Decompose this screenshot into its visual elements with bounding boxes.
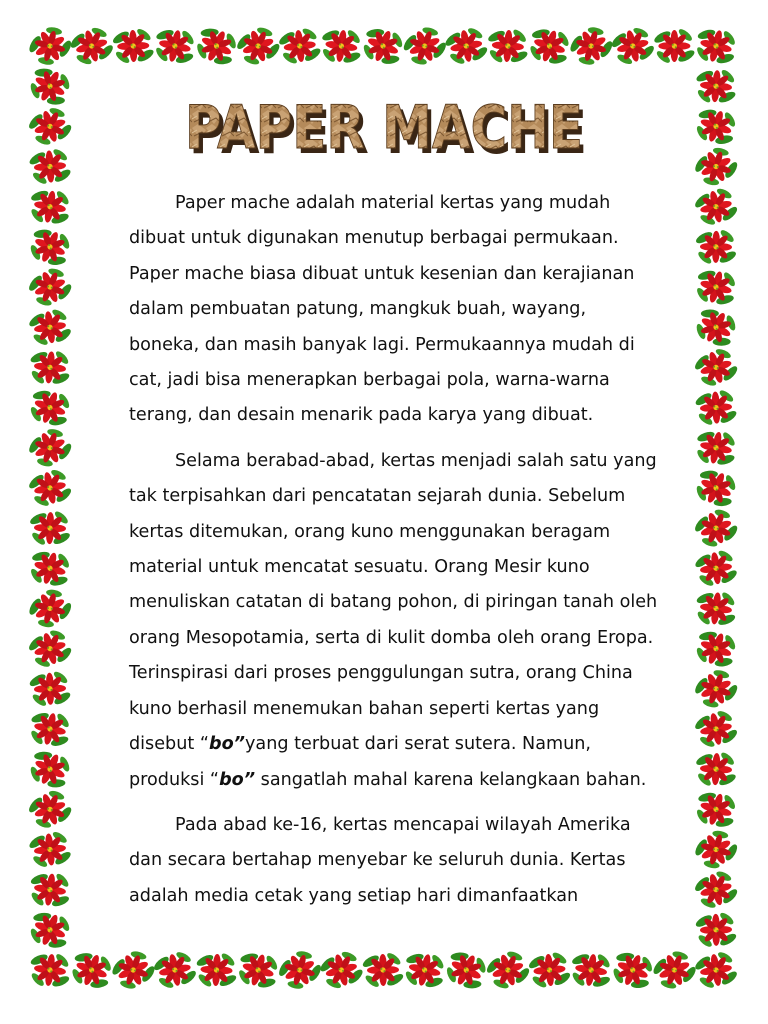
- poinsettia-icon: [26, 828, 73, 870]
- text-segment: sangatlah mahal karena kelangkaan bahan.: [255, 769, 647, 790]
- poinsettia-icon: [694, 911, 738, 949]
- poinsettia-icon: [22, 581, 79, 635]
- poinsettia-icon: [692, 948, 741, 992]
- poinsettia-icon: [692, 587, 740, 630]
- poinsettia-icon: [438, 943, 494, 996]
- text-line: boneka, dan masih banyak lagi. Permukaannya mudah di: [129, 334, 635, 355]
- poinsettia-icon: [563, 19, 619, 73]
- poinsettia-icon: [28, 669, 73, 708]
- poinsettia-icon: [106, 944, 161, 997]
- poinsettia-icon: [194, 950, 239, 990]
- poinsettia-icon: [442, 24, 491, 69]
- text-segment: disebut “: [129, 734, 209, 755]
- poinsettia-icon: [28, 509, 73, 548]
- poinsettia-icon: [65, 22, 117, 70]
- poinsettia-icon: [150, 23, 200, 69]
- poinsettia-icon: [232, 946, 285, 995]
- paragraph-3: [129, 808, 677, 914]
- text-line: kertas ditemukan, orang kuno menggunakan beragam: [129, 521, 611, 542]
- text-line: tak terpisahkan dari pencatatan sejarah dunia. Sebelum: [129, 486, 626, 507]
- poinsettia-icon: [690, 866, 742, 914]
- poinsettia-icon: [23, 261, 78, 312]
- text-line: orang Mesopotamia, serta di kulit domba oleh orang Eropa.: [129, 627, 654, 648]
- poinsettia-icon: [647, 944, 702, 996]
- poinsettia-icon: [653, 27, 697, 65]
- body-text: [129, 186, 677, 924]
- text-line: Selama berabad-abad, kertas menjadi salah satu yang: [175, 450, 657, 471]
- svg-text:PAPER MACHE: PAPER MACHE: [185, 93, 583, 160]
- poinsettia-icon: [189, 20, 245, 73]
- poinsettia-icon: [22, 59, 78, 113]
- text-line: dalam pembuatan patung, mangkuk buah, wayang,: [129, 299, 587, 320]
- poinsettia-icon: [356, 20, 411, 71]
- poinsettia-icon: [26, 868, 74, 911]
- poinsettia-icon: [361, 951, 405, 989]
- poinsettia-icon: [25, 184, 74, 229]
- poinsettia-icon: [694, 228, 738, 266]
- text-line: adalah media cetak yang setiap hari dimanfaatkan: [129, 885, 579, 906]
- text-line: material untuk mencatat sesuatu. Orang Mesir kuno: [129, 557, 590, 578]
- poinsettia-icon: [150, 947, 200, 992]
- poinsettia-icon: [27, 146, 73, 187]
- poinsettia-icon: [315, 946, 367, 994]
- text-line: menuliskan catatan di batang pohon, di piringan tanah oleh: [129, 592, 658, 613]
- text-line-bo-1: [129, 727, 677, 762]
- poinsettia-icon: [26, 949, 74, 992]
- poinsettia-icon: [272, 943, 328, 997]
- text-segment: produksi “: [129, 769, 220, 790]
- poinsettia-icon: [688, 663, 743, 716]
- poinsettia-icon: [567, 948, 616, 992]
- title-wordart: [178, 82, 590, 160]
- emphasis-bo: bo”: [219, 769, 256, 790]
- poinsettia-icon: [688, 300, 744, 354]
- poinsettia-icon: [24, 625, 76, 673]
- poinsettia-icon: [26, 346, 73, 388]
- poinsettia-icon: [481, 945, 534, 995]
- poinsettia-icon: [485, 26, 531, 67]
- text-line: cat, jadi bisa menerapkan berbagai pola, warna-warna: [129, 370, 610, 391]
- poinsettia-icon: [22, 421, 78, 474]
- poinsettia-icon: [26, 306, 74, 349]
- poinsettia-icon: [65, 945, 119, 996]
- poinsettia-icon: [22, 743, 78, 796]
- poinsettia-icon: [690, 785, 743, 834]
- poinsettia-icon: [526, 949, 573, 990]
- paragraph-1: [129, 186, 677, 434]
- text-line: Pada abad ke-16, kertas mencapai wilayah Amerika: [175, 814, 631, 835]
- poinsettia-icon: [692, 547, 740, 590]
- poinsettia-icon: [693, 749, 738, 789]
- text-segment: yang terbuat dari serat sutera. Namun,: [245, 734, 592, 755]
- poinsettia-icon: [605, 944, 660, 996]
- poinsettia-icon: [689, 623, 743, 674]
- poinsettia-icon: [523, 21, 576, 70]
- poinsettia-icon: [607, 22, 658, 69]
- poinsettia-icon: [693, 66, 740, 107]
- poinsettia-icon: [22, 19, 79, 73]
- poinsettia-icon: [689, 101, 742, 151]
- text-line: dibuat untuk digunakan menutup berbagai permukaan.: [129, 228, 619, 249]
- poinsettia-icon: [691, 425, 741, 470]
- poinsettia-icon: [22, 221, 77, 273]
- text-line: Paper mache adalah material kertas yang mudah: [175, 193, 611, 213]
- poinsettia-icon: [397, 20, 452, 72]
- poinsettia-icon: [689, 503, 743, 554]
- text-line: Terinspirasi dari proses penggulungan sutra, orang China: [129, 663, 633, 684]
- poinsettia-icon: [691, 183, 742, 229]
- poinsettia-icon: [688, 462, 743, 515]
- poinsettia-icon: [399, 947, 450, 993]
- poinsettia-icon: [317, 24, 365, 67]
- poinsettia-icon: [23, 102, 76, 151]
- poinsettia-icon: [23, 382, 77, 432]
- paragraph-2: [129, 444, 677, 798]
- text-line-bo-2: [129, 763, 677, 798]
- poinsettia-icon: [25, 465, 75, 511]
- poinsettia-icon: [693, 388, 738, 428]
- poinsettia-icon: [231, 21, 285, 71]
- poinsettia-icon: [688, 140, 744, 193]
- poinsettia-icon: [688, 822, 744, 876]
- page-title: [178, 82, 590, 160]
- poinsettia-icon: [690, 263, 742, 311]
- svg-text:PAPER MACHE: PAPER MACHE: [189, 98, 587, 160]
- poinsettia-icon: [690, 22, 741, 69]
- text-line: kuno berhasil menemukan bahan seperti kertas yang: [129, 698, 600, 719]
- poinsettia-icon: [24, 544, 76, 592]
- poinsettia-icon: [111, 26, 156, 65]
- poinsettia-icon: [690, 343, 743, 392]
- emphasis-bo: bo”: [208, 734, 245, 755]
- text-line: terang, dan desain menarik pada karya yang dibuat.: [129, 405, 594, 426]
- text-line: Paper mache biasa dibuat untuk kesenian dan kerajianan: [129, 263, 635, 284]
- poinsettia-icon: [691, 706, 741, 751]
- poinsettia-icon: [276, 25, 323, 67]
- poinsettia-icon: [23, 904, 78, 955]
- poinsettia-icon: [23, 784, 77, 834]
- poinsettia-icon: [25, 706, 75, 752]
- text-line: dan secara bertahap menyebar ke seluruh dunia. Kertas: [129, 850, 626, 871]
